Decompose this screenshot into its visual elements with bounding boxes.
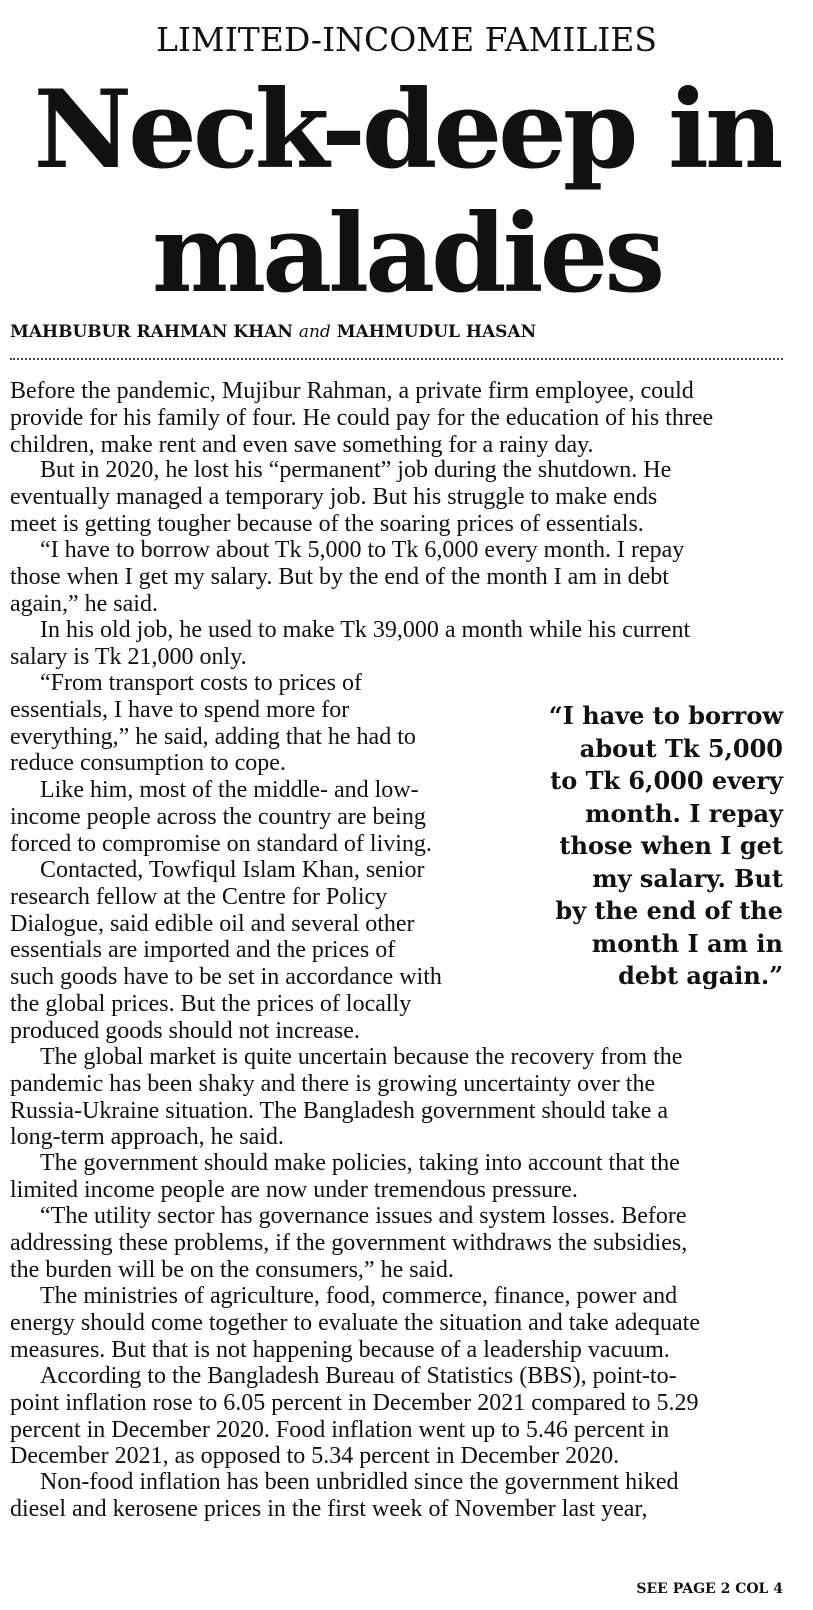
paragraph-line: essentials are imported and the prices of (10, 937, 396, 964)
paragraph-line: The global market is quite uncertain because the recovery from the (40, 1044, 683, 1070)
paragraph-line: Before the pandemic, Mujibur Rahman, a private firm employee, could (10, 378, 694, 404)
continuation-note: SEE PAGE 2 COL 4 (636, 1581, 783, 1597)
paragraph (10, 857, 442, 1045)
paragraph (10, 378, 713, 458)
paragraph-line: meet is getting tougher because of the soaring prices of essentials. (10, 510, 644, 537)
paragraph-line: salary is Tk 21,000 only. (10, 643, 247, 670)
paragraph-line: children, make rent and even save something for a rainy day. (10, 431, 594, 458)
kicker: LIMITED-INCOME FAMILIES (155, 20, 657, 59)
paragraph-line: long-term approach, he said. (10, 1124, 284, 1151)
paragraph-line: everything,” he said, adding that he had to (10, 723, 416, 750)
paragraph (10, 1150, 680, 1204)
paragraph-line: point inflation rose to 6.05 percent in December 2021 compared to 5.29 (10, 1389, 699, 1416)
headline-line-1: Neck-deep in (33, 67, 780, 193)
paragraph-line: “The utility sector has governance issues and system losses. Before (40, 1203, 687, 1229)
paragraph (10, 537, 684, 617)
paragraph-line: But in 2020, he lost his “permanent” job during the shutdown. He (40, 457, 672, 483)
paragraph-line: eventually managed a temporary job. But his struggle to make ends (10, 483, 658, 510)
paragraph-line: research fellow at the Centre for Policy (10, 883, 388, 910)
paragraph-line: Russia-Ukraine situation. The Bangladesh government should take a (10, 1097, 669, 1124)
paragraph (10, 1044, 682, 1151)
paragraph (10, 1203, 687, 1283)
paragraph-line: energy should come together to evaluate the situation and take adequate (10, 1309, 700, 1336)
headline-line-2: maladies (151, 191, 662, 317)
paragraph-line: produced goods should not increase. (10, 1017, 360, 1044)
paragraph-line: forced to compromise on standard of living. (10, 830, 432, 857)
byline-author-2: MAHMUDUL HASAN (336, 322, 537, 342)
byline-conjunction: and (298, 322, 331, 342)
paragraph-line: limited income people are now under tremendous pressure. (10, 1176, 578, 1203)
paragraph-line: The government should make policies, taking into account that the (40, 1150, 680, 1176)
paragraph-line: Contacted, Towfiqul Islam Khan, senior (40, 857, 425, 883)
paragraph-line: pandemic has been shaky and there is growing uncertainty over the (10, 1070, 656, 1097)
paragraph (10, 1363, 698, 1470)
paragraph-line: “I have to borrow about Tk 5,000 to Tk 6,000 every month. I repay (40, 537, 685, 563)
headline (0, 68, 813, 316)
dotted-divider (10, 358, 783, 360)
paragraph-line: income people across the country are being (10, 803, 426, 830)
byline-author-1: MAHBUBUR RAHMAN KHAN (10, 322, 293, 342)
pull-quote-line: “I have to borrow (548, 701, 783, 730)
paragraph-line: December 2021, as opposed to 5.34 percent in December 2020. (10, 1443, 620, 1470)
pull-quote-line: month I am in (591, 928, 783, 958)
pull-quote-line: those when I get (559, 831, 783, 860)
paragraph-line: “From transport costs to prices of (40, 670, 362, 696)
paragraph-line: percent in December 2020. Food inflation went up to 5.46 percent in (10, 1416, 670, 1443)
paragraph (10, 617, 690, 671)
pull-quote-line: debt again.” (618, 961, 783, 990)
paragraph-line: According to the Bangladesh Bureau of Statistics (BBS), point-to- (40, 1363, 677, 1389)
paragraph-line: those when I get my salary. But by the end of the month I am in debt (10, 563, 669, 590)
pull-quote-line: about Tk 5,000 (579, 733, 783, 763)
paragraph-line: The ministries of agriculture, food, commerce, finance, power and (40, 1283, 678, 1309)
paragraph-line: such goods have to be set in accordance with (10, 964, 442, 991)
paragraph-line: diesel and kerosene prices in the first week of November last year, (10, 1495, 648, 1522)
paragraph-line: provide for his family of four. He could pay for the education of his three (10, 404, 714, 431)
paragraph-line: addressing these problems, if the government withdraws the subsidies, (10, 1229, 688, 1256)
pull-quote-line: month. I repay (585, 798, 783, 828)
paragraph-line: essentials, I have to spend more for (10, 696, 350, 723)
paragraph (10, 1469, 679, 1523)
paragraph (10, 777, 432, 857)
paragraph-line: reduce consumption to cope. (10, 750, 286, 777)
pull-quote-line: my salary. But (592, 863, 783, 893)
paragraph-line: Like him, most of the middle- and low- (40, 777, 419, 803)
paragraph-line: Non-food inflation has been unbridled since the government hiked (40, 1469, 679, 1495)
paragraph-line: measures. But that is not happening because of a leadership vacuum. (10, 1336, 670, 1363)
paragraph-line: again,” he said. (10, 590, 158, 617)
paragraph-line: Dialogue, said edible oil and several other (10, 910, 415, 937)
pull-quote (549, 700, 783, 993)
paragraph-line: the global prices. But the prices of locally (10, 990, 412, 1017)
paragraph-line: In his old job, he used to make Tk 39,000 a month while his current (40, 617, 691, 643)
pull-quote-line: to Tk 6,000 every (550, 766, 783, 795)
pull-quote-line: by the end of the (555, 896, 783, 925)
paragraph (10, 1283, 700, 1363)
byline (10, 320, 536, 344)
paragraph (10, 670, 416, 777)
paragraph-line: the burden will be on the consumers,” he said. (10, 1256, 454, 1283)
paragraph (10, 457, 671, 537)
